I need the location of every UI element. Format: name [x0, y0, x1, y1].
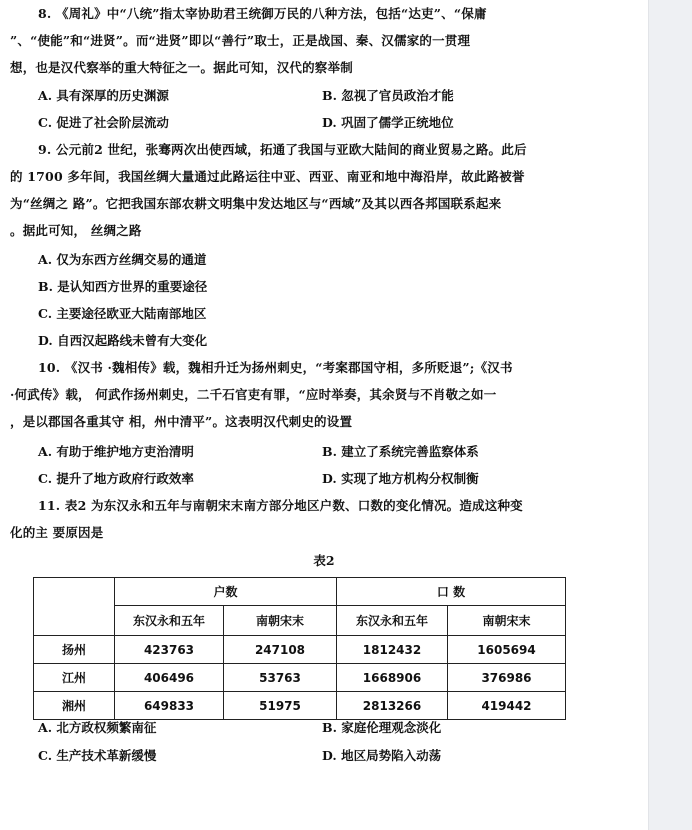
- table-cell: 423763: [115, 636, 224, 664]
- table-subheader: 南朝宋末: [224, 606, 337, 636]
- table-row: [34, 636, 566, 664]
- table-cell: 649833: [115, 692, 224, 720]
- table-row: [34, 692, 566, 720]
- question-9-option-c: C. 主要途径欧亚大陆南部地区: [38, 306, 207, 321]
- viewer-gutter: [648, 0, 692, 830]
- question-8-line: 8. 《周礼》中“八统”指太宰协助君王统御万民的八种方法，包括“达吏”、“保庸: [38, 6, 487, 21]
- question-8-line: 想，也是汉代察举的重大特征之一。据此可知，汉代的察举制: [10, 60, 353, 75]
- question-10-line: 10. 《汉书 ·魏相传》载，魏相升迁为扬州刺史，“考案郡国守相，多所贬退”;《汉书: [38, 360, 513, 375]
- question-10-line: ，是以郡国各重其守 相，州中清平”。这表明汉代刺史的设置: [10, 414, 353, 429]
- table-subheader: 南朝宋末: [448, 606, 566, 636]
- question-9-option-d: D. 自西汉起路线未曾有大变化: [38, 333, 208, 348]
- table-cell: 247108: [224, 636, 337, 664]
- table-group-header: 口 数: [337, 578, 566, 606]
- question-8-option-d: D. 巩固了儒学正统地位: [322, 115, 454, 130]
- table-group-header: 户数: [115, 578, 337, 606]
- question-9-line: 的 1700 多年间，我国丝绸大量通过此路运往中亚、西亚、南亚和地中海沿岸，故此路被誉: [10, 169, 525, 184]
- question-11-stem: [10, 492, 620, 546]
- question-8-option-a: A. 具有深厚的历史渊源: [38, 88, 169, 103]
- table-row-label: 湘州: [34, 692, 115, 720]
- question-10-line: ·何武传》载， 何武作扬州刺史，二千石官吏有罪，“应时举奏，其余贤与不肖敬之如一: [10, 387, 497, 402]
- question-11-option-a: A. 北方政权频繁南征: [38, 720, 157, 735]
- table-cell: 1812432: [337, 636, 448, 664]
- question-11-line: 11. 表2 为东汉永和五年与南朝宋末南方部分地区户数、口数的变化情况。造成这种变: [38, 498, 523, 513]
- question-9-stem: [10, 136, 620, 244]
- table-cell: 419442: [448, 692, 566, 720]
- question-11-option-b: B. 家庭伦理观念淡化: [322, 720, 442, 735]
- question-9-option-a: A. 仅为东西方丝绸交易的通道: [38, 252, 207, 267]
- question-10-stem: [10, 354, 620, 435]
- question-10-option-a: A. 有助于维护地方吏治清明: [38, 444, 194, 459]
- question-9-line: 。据此可知， 丝绸之路: [10, 223, 142, 238]
- question-8-option-b: B. 忽视了官员政治才能: [322, 88, 454, 103]
- table-corner-cell: [34, 578, 115, 636]
- question-9-line: 9. 公元前2 世纪，张骞两次出使西域，拓通了我国与亚欧大陆间的商业贸易之路。此后: [38, 142, 527, 157]
- question-11-option-d: D. 地区局势陷入动荡: [322, 748, 442, 763]
- table-cell: 51975: [224, 692, 337, 720]
- table-cell: 53763: [224, 664, 337, 692]
- population-table: [33, 577, 566, 720]
- question-10-option-c: C. 提升了地方政府行政效率: [38, 471, 194, 486]
- table-header-row: [34, 578, 566, 606]
- table-cell: 1668906: [337, 664, 448, 692]
- question-8-stem: [10, 0, 620, 81]
- question-10-option-b: B. 建立了系统完善监察体系: [322, 444, 479, 459]
- question-9-line: 为“丝绸之 路”。它把我国东部农耕文明集中发达地区与“西域”及其以西各邦国联系起来: [10, 196, 502, 211]
- table-row: [34, 664, 566, 692]
- table-cell: 1605694: [448, 636, 566, 664]
- table-cell: 376986: [448, 664, 566, 692]
- question-11-line: 化的主 要原因是: [10, 525, 104, 540]
- question-9-option-b: B. 是认知西方世界的重要途径: [38, 279, 208, 294]
- table-row-label: 扬州: [34, 636, 115, 664]
- question-11-option-c: C. 生产技术革新缓慢: [38, 748, 157, 763]
- table-caption: 表2: [313, 553, 335, 568]
- table-subheader: 东汉永和五年: [115, 606, 224, 636]
- table-row-label: 江州: [34, 664, 115, 692]
- question-8-option-c: C. 促进了社会阶层流动: [38, 115, 169, 130]
- table-cell: 406496: [115, 664, 224, 692]
- table-subheader: 东汉永和五年: [337, 606, 448, 636]
- question-8-line: ”、“使能”和“进贤”。而“进贤”即以“善行”取士，正是战国、秦、汉儒家的一贯理: [10, 33, 471, 48]
- table-cell: 2813266: [337, 692, 448, 720]
- question-10-option-d: D. 实现了地方机构分权制衡: [322, 471, 479, 486]
